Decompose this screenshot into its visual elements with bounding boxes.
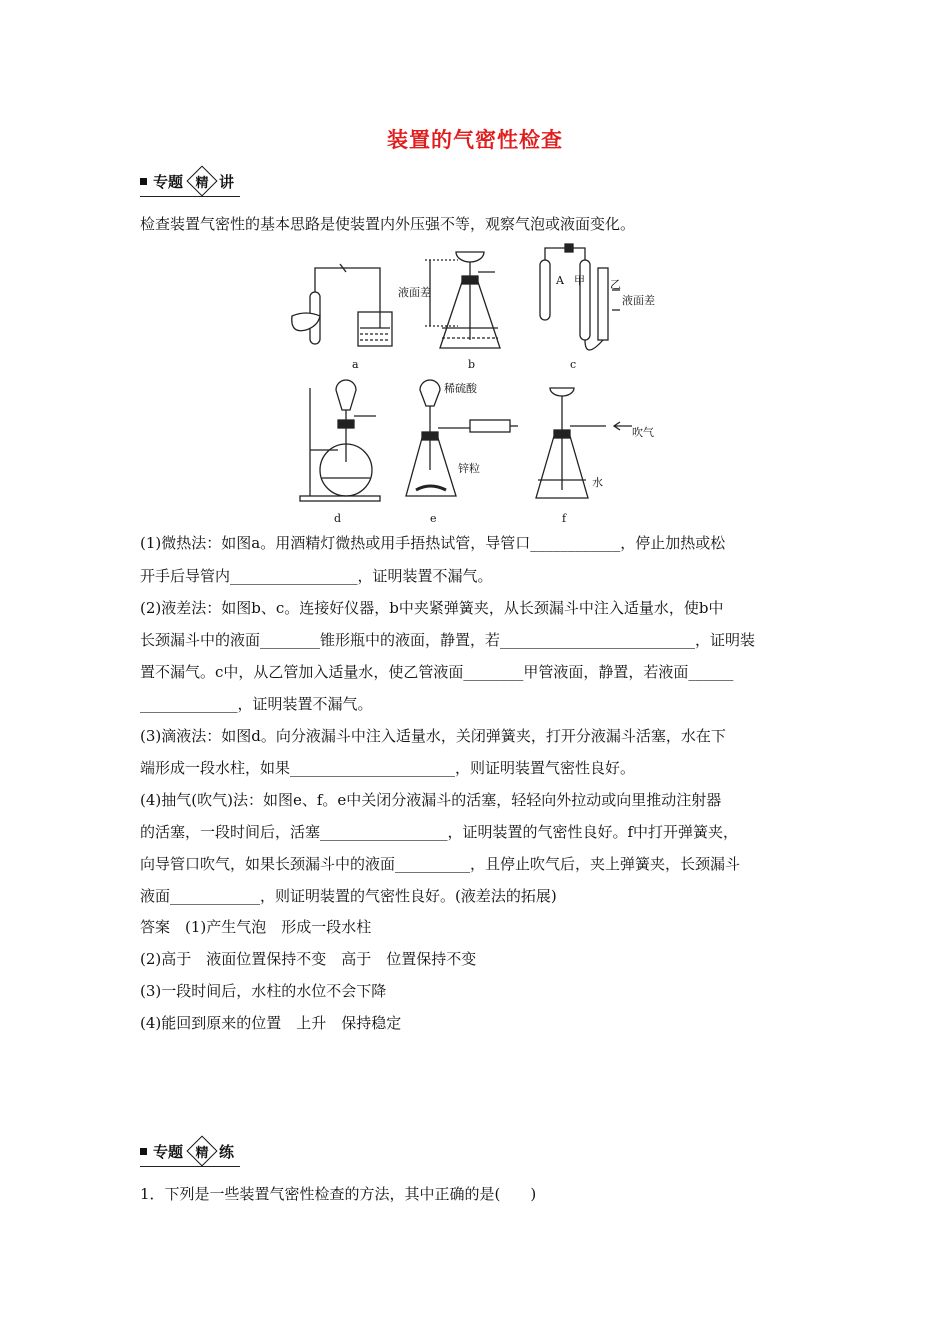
answer-line: (4)能回到原来的位置 上升 保持稳定 <box>140 1014 402 1032</box>
apparatus-figure <box>280 240 680 530</box>
section-label-pre: 专题 <box>153 1142 184 1161</box>
square-bullet-icon <box>140 178 147 185</box>
body-line: (1)微热法：如图a。用酒精灯微热或用手捂热试管，导管口____________，停止加热或松 <box>140 534 726 552</box>
body-line: 开手后导管内_________________，证明装置不漏气。 <box>140 567 493 585</box>
body-line: _____________，证明装置不漏气。 <box>140 695 373 713</box>
figure-e-apparatus <box>406 380 518 496</box>
figure-f-water: 水 <box>592 476 603 489</box>
body-line: 端形成一段水柱，如果______________________，则证明装置气密性良好。 <box>140 759 636 777</box>
figure-f-blow: 吹气 <box>632 426 654 439</box>
figure-c-apparatus <box>540 244 620 350</box>
figure-b-apparatus <box>425 252 500 348</box>
figure-c-yi: 乙 <box>610 278 621 291</box>
body-line: 置不漏气。c中，从乙管加入适量水，使乙管液面________甲管液面，静置，若液面______ <box>140 663 734 681</box>
figure-label-a: a <box>352 358 359 371</box>
figure-label-f: f <box>562 512 567 525</box>
diamond-badge-icon <box>186 1135 217 1166</box>
figure-a-apparatus <box>292 264 392 346</box>
body-line: (3)滴液法：如图d。向分液漏斗中注入适量水，关闭弹簧夹，打开分液漏斗活塞，水在下 <box>140 727 726 745</box>
figure-label-e: e <box>430 512 437 525</box>
section-label-pre: 专题 <box>153 172 184 191</box>
body-line: 的活塞，一段时间后，活塞_________________，证明装置的气密性良好。f中打开弹簧夹， <box>140 823 739 841</box>
body-line: 长颈漏斗中的液面________锥形瓶中的液面，静置，若__________________________，证明装 <box>140 631 756 649</box>
body-line: 向导管口吹气，如果长颈漏斗中的液面__________，且停止吹气后，夹上弹簧夹，长颈漏斗 <box>140 855 741 873</box>
figure-e-acid: 稀硫酸 <box>444 382 477 395</box>
section-header-lecture <box>140 168 240 197</box>
body-line: (2)液差法：如图b、c。连接好仪器，b中夹紧弹簧夹，从长颈漏斗中注入适量水，使b中 <box>140 599 724 617</box>
figure-b-diff: 液面差 <box>398 286 431 299</box>
badge-text: 精 <box>195 1145 209 1161</box>
figure-c-diff: 液面差 <box>622 294 655 307</box>
section-label-post: 练 <box>219 1142 235 1161</box>
question-1: 1．下列是一些装置气密性检查的方法，其中正确的是( ) <box>140 1185 537 1203</box>
square-bullet-icon <box>140 1148 147 1155</box>
answer-line: (2)高于 液面位置保持不变 高于 位置保持不变 <box>140 950 477 968</box>
body-line: (4)抽气(吹气)法：如图e、f。e中关闭分液漏斗的活塞，轻轻向外拉动或向里推动注射器 <box>140 791 722 809</box>
section-header-practice <box>140 1138 240 1167</box>
figure-label-c: c <box>570 358 577 371</box>
badge-text: 精 <box>195 175 209 191</box>
diamond-badge-icon <box>186 165 217 196</box>
figure-d-apparatus <box>300 380 380 501</box>
section-label-post: 讲 <box>219 172 235 191</box>
figure-label-d: d <box>334 512 342 525</box>
answer-line: (3)一段时间后，水柱的水位不会下降 <box>140 982 387 1000</box>
figure-f-apparatus <box>536 388 632 498</box>
intro-text: 检查装置气密性的基本思路是使装置内外压强不等，观察气泡或液面变化。 <box>140 215 636 233</box>
figure-c-jia: 甲 <box>574 274 585 287</box>
page-title: 装置的气密性检查 <box>387 128 563 152</box>
figure-e-zinc: 锌粒 <box>458 462 480 475</box>
figure-c-A: A <box>556 274 564 287</box>
figure-label-b: b <box>468 358 476 371</box>
answer-line: 答案 (1)产生气泡 形成一段水柱 <box>140 918 372 936</box>
body-line: 液面____________，则证明装置的气密性良好。(液差法的拓展) <box>140 887 557 905</box>
